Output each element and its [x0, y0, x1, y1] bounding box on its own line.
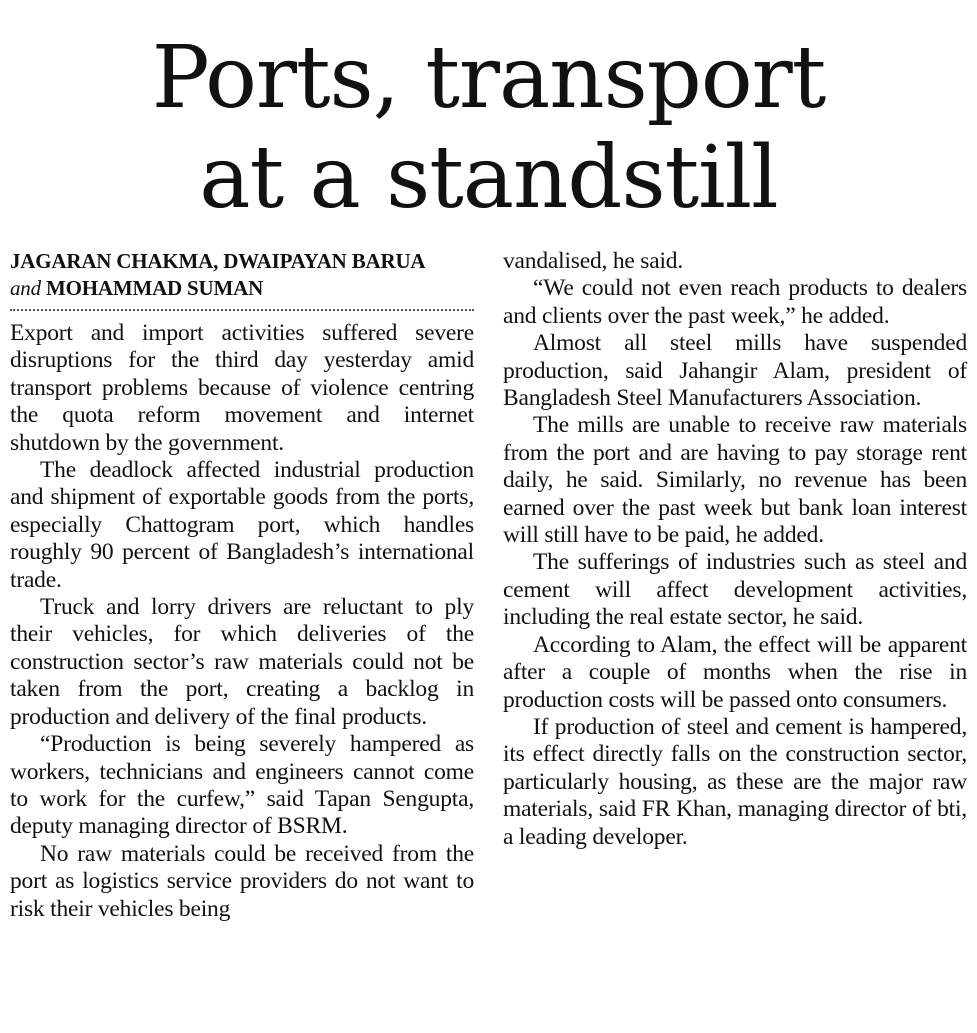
headline-line-2: at a standstill: [199, 128, 778, 228]
article-paragraph: vandalised, he said.: [503, 248, 684, 274]
article-paragraph: The mills are unable to receive raw materials from the port and are having to pay storage rent daily, he said. Similarly, no revenue has been earned over the past week but bank loan interest will still have to be paid, he added.: [503, 412, 967, 549]
headline-line-1: Ports, transport: [151, 28, 826, 128]
article-paragraph: The deadlock affected industrial production and shipment of exportable goods from the ports, especially Chattogram port, which handles roughly 90 percent of Bangladesh’s international trade.: [10, 457, 474, 593]
article-paragraph: “Production is being severely hampered as workers, technicians and engineers cannot come to work for the curfew,” said Tapan Sengupta, deputy managing director of BSRM.: [10, 731, 474, 840]
byline-author-3: MOHAMMAD SUMAN: [45, 276, 264, 300]
left-column: [10, 248, 474, 923]
article-paragraph: According to Alam, the effect will be apparent after a couple of months when the rise in production costs will be passed onto consumers.: [503, 631, 967, 713]
article-paragraph: The sufferings of industries such as steel and cement will affect development activities, including the real estate sector, he said.: [503, 549, 967, 631]
byline-divider: [10, 309, 474, 311]
byline-and: and: [10, 276, 41, 300]
article-paragraph: If production of steel and cement is hampered, its effect directly falls on the construction sector, particularly housing, as these are the major raw materials, said FR Khan, managing director of bti, a leading developer.: [503, 713, 967, 850]
headline: [0, 28, 977, 228]
byline-authors-line-2: [10, 275, 474, 302]
byline-authors-line-1: JAGARAN CHAKMA, DWAIPAYAN BARUA: [10, 249, 426, 273]
right-column: [503, 248, 967, 851]
article-paragraph: “We could not even reach products to dealers and clients over the past week,” he added.: [503, 275, 967, 329]
article-paragraph: Export and import activities suffered severe disruptions for the third day yesterday amid transport problems because of violence centring the quota reform movement and internet shutdown by the government.: [10, 320, 474, 456]
byline: [10, 248, 474, 302]
article-paragraph: Truck and lorry drivers are reluctant to ply their vehicles, for which deliveries of the construction sector’s raw materials could not be taken from the port, creating a backlog in production and delivery of the final products.: [10, 594, 474, 730]
article-paragraph: Almost all steel mills have suspended production, said Jahangir Alam, president of Bangladesh Steel Manufacturers Association.: [503, 330, 967, 412]
article-paragraph: No raw materials could be received from the port as logistics service providers do not want to risk their vehicles being: [10, 840, 474, 922]
